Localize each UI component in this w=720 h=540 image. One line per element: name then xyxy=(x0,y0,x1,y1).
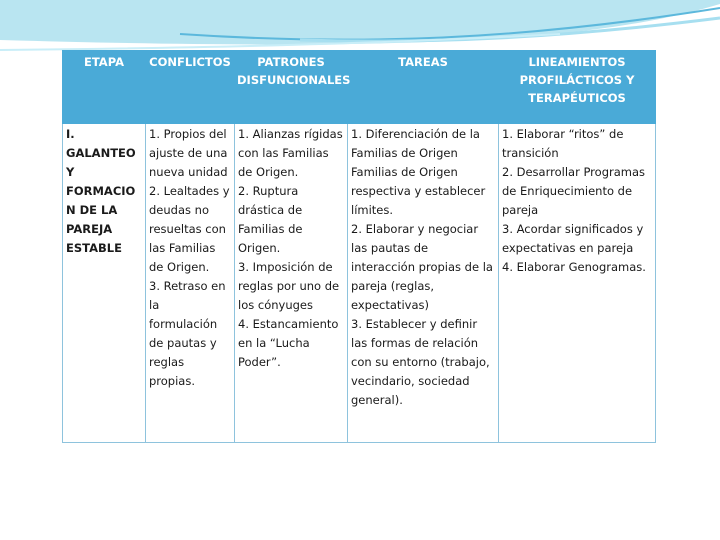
patron-item: 1. Alianzas rígidas con las Familias de Origen. xyxy=(238,127,343,179)
family-stage-table xyxy=(62,50,656,443)
header-patrones: PATRONES DISFUNCIONALES xyxy=(235,51,348,124)
header-tareas: TAREAS xyxy=(348,51,499,124)
conflictos-cell xyxy=(146,124,235,443)
conflicto-item: 3. Retraso en la formulación de pautas y reglas propias. xyxy=(149,279,226,388)
tarea-item: 2. Elaborar y negociar las pautas de interacción propias de la pareja (reglas, expectativas) xyxy=(351,222,493,312)
patron-item: 2. Ruptura drástica de Familias de Origen. xyxy=(238,184,303,255)
patrones-cell xyxy=(235,124,348,443)
lineamiento-item: 1. Elaborar “ritos” de transición xyxy=(502,127,624,160)
tarea-item: 3. Establecer y definir las formas de relación con su entorno (trabajo, vecindario, sociedad general). xyxy=(351,317,490,407)
tarea-item: 1. Diferenciación de la Familias de Origen Familias de Origen respectiva y establecer límites. xyxy=(351,127,486,217)
table-row xyxy=(63,124,656,443)
stage-cell xyxy=(63,124,146,443)
lineamiento-item: 2. Desarrollar Programas de Enriquecimiento de pareja xyxy=(502,165,646,217)
header-lineamientos: LINEAMIENTOS PROFILÁCTICOS Y TERAPÉUTICOS xyxy=(499,51,656,124)
patron-item: 4. Estancamiento en la “Lucha Poder”. xyxy=(238,317,339,369)
lineamientos-cell xyxy=(499,124,656,443)
header-etapa: ETAPA xyxy=(63,51,146,124)
patron-item: 3. Imposición de reglas por uno de los cónyuges xyxy=(238,260,340,312)
conflicto-item: 2. Lealtades y deudas no resueltas con las Familias de Origen. xyxy=(149,184,230,274)
tareas-cell xyxy=(348,124,499,443)
lineamiento-item: 4. Elaborar Genogramas. xyxy=(502,260,646,274)
lineamiento-item: 3. Acordar significados y expectativas en pareja xyxy=(502,222,644,255)
stage-line: Y xyxy=(66,165,75,179)
header-row xyxy=(63,51,656,124)
stage-line: ESTABLE xyxy=(66,241,122,255)
stage-line: I. xyxy=(66,127,75,141)
stage-line: N DE LA xyxy=(66,203,118,217)
stage-line: PAREJA xyxy=(66,222,113,236)
stage-line: FORMACIO xyxy=(66,184,136,198)
stage-line: GALANTEO xyxy=(66,146,136,160)
conflicto-item: 1. Propios del ajuste de una nueva unidad xyxy=(149,127,228,179)
header-conflictos: CONFLICTOS xyxy=(146,51,235,124)
